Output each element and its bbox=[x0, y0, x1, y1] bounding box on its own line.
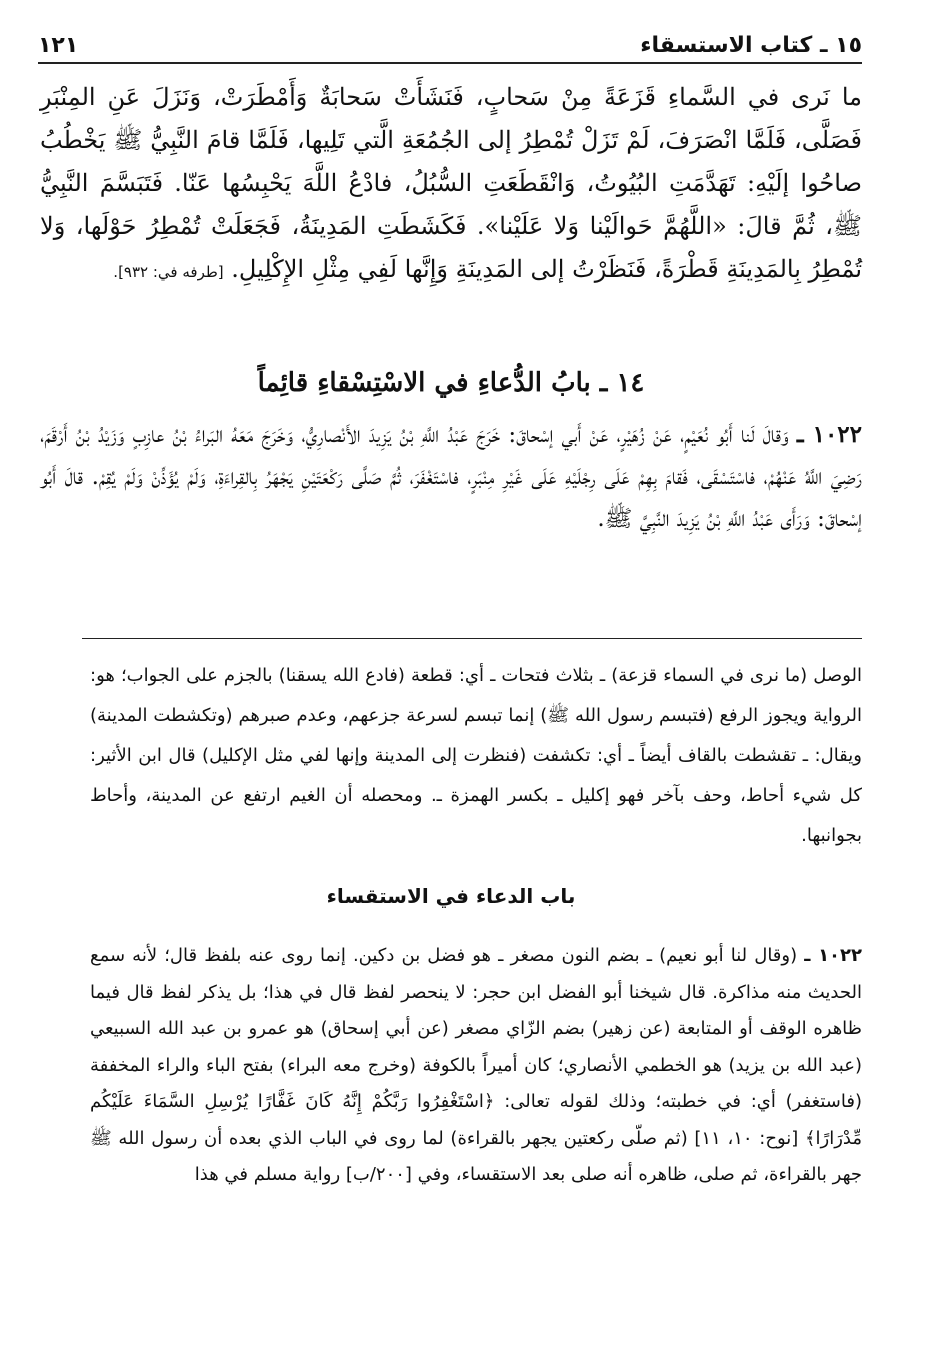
chapter-title: ١٤ ـ بابُ الدُّعاءِ في الاسْتِسْقاءِ قائِماً bbox=[257, 368, 645, 398]
commentary-number: ١٠٢٢ ـ bbox=[804, 945, 863, 966]
hadith-text: وَقالَ لَنا أَبُو نُعَيْمٍ، عَنْ زُهَيْرٍ، عَنْ أَبي إسْحاقَ: خَرَجَ عَبْدُ اللَّهِ بْنُ يَزِيدَ الأَنْصارِيُّ، وَخَرَجَ مَعَهُ البَراءُ بْنُ عازِبٍ وَزَيْدُ بْنُ أَرْقَمَ، رَضِيَ اللَّهُ عَنْهُمْ، فاسْتَسْقَى، فَقامَ بِهِمْ عَلَى رِجْلَيْهِ عَلَى غَيْرِ مِنْبَرٍ، فاسْتَغْفَرَ، ثُمَّ صَلَّى رَكْعَتَيْنِ يَجْهَرُ بِالقِراءَةِ، وَلَمْ يُؤَذِّنْ وَلَمْ يُقِمْ. قالَ أَبُو إسْحاقَ: وَرَأَى عَبْدُ اللَّهِ بْنُ يَزِيدَ النَّبِيَّ ﷺ. bbox=[40, 422, 862, 532]
running-title: ١٥ ـ كتاب الاستسقاء bbox=[640, 33, 862, 58]
cross-reference: [طرفه في: ٩٣٢]. bbox=[113, 263, 224, 281]
commentary-1022 bbox=[90, 938, 862, 1194]
commentary-paragraph: الوصل (ما نرى في السماء قزعة) ـ بثلاث فتحات ـ أي: قطعة (فادع الله يسقنا) بالجزم على الجواب؛ هو: الرواية ويجوز الرفع (فتبسم رسول الله ﷺ) إنما تبسم لسرعة جزعهم، وعدم صبرهم (وتكشطت المدينة) ويقال: ـ تقشطت بالقاف أيضاً ـ أي: تكشفت (فنظرت إلى المدينة وإنها لفي مثل الإكليل) قال ابن الأثير: كل شيء أحاط، وحف بآخر فهو إكليل ـ بكسر الهمزة ـ. ومحصله أن الغيم ارتفع عن المدينة، وأحاط بجوانبها. bbox=[90, 665, 862, 846]
page-header bbox=[38, 14, 862, 64]
commentary-block bbox=[90, 656, 862, 856]
footnote-divider bbox=[82, 638, 862, 639]
hadith-text: ما نَرى في السَّماءِ قَزَعَةً مِنْ سَحابٍ، فَنَشَأَتْ سَحابَةٌ وَأَمْطَرَتْ، وَنَزَلَ عَنِ المِنْبَرِ فَصَلَّى، فَلَمَّا انْصَرَفَ، لَمْ تَزَلْ تُمْطِرُ إلى الجُمُعَةِ الَّتي تَلِيها، فَلَمَّا قامَ النَّبِيُّ ﷺ يَخْطُبُ صاحُوا إلَيْهِ: تَهَدَّمَتِ البُيُوتُ، وَانْقَطَعَتِ السُّبُلُ، فادْعُ اللَّهَ يَحْبِسُها عَنّا. فَتَبَسَّمَ النَّبِيُّ ﷺ، ثُمَّ قالَ: «اللَّهُمَّ حَوالَيْنا وَلا عَلَيْنا». فَكَشَطَتِ المَدِينَةُ، فَجَعَلَتْ تُمْطِرُ حَوْلَها، وَلا تُمْطِرُ بِالمَدِينَةِ قَطْرَةً، فَنَظَرْتُ إلى المَدِينَةِ وَإِنَّها لَفِي مِثْلِ الإِكْلِيلِ. bbox=[40, 83, 862, 283]
hadith-1022 bbox=[40, 414, 862, 540]
commentary-paragraph: (وقال لنا أبو نعيم) ـ بضم النون مصغر ـ هو فضل بن دكين. إنما روى عنه بلفظ قال؛ لأنه سمع الحديث منه مذاكرة. قال شيخنا أبو الفضل ابن حجر: لا ينحصر لفظ قال في هذا؛ بل يذكر لفظ قال فيما ظاهره الوقف أو المتابعة (عن زهير) بضم الزّاي مصغر (عن أبي إسحاق) هو عمرو بن عبد الله السبيعي (عبد الله بن يزيد) هو الخطمي الأنصاري؛ كان أميراً بالكوفة (وخرج معه البراء) بفتح الباء والراء المخففة (فاستغفر) أي: في خطبته؛ وذلك لقوله تعالى: ﴿اسْتَغْفِرُوا رَبَّكُمْ إِنَّهُ كَانَ غَفَّارًا يُرْسِلِ السَّمَاءَ عَلَيْكُم مِّدْرَارًا﴾ [نوح: ١٠، ١١] (ثم صلّى ركعتين يجهر بالقراءة) لما روى في الباب الذي بعده أن رسول الله ﷺ جهر بالقراءة، ثم صلى، ظاهره أنه صلى بعد الاستقساء، وفي [٢٠٠/ب] رواية مسلم في هذا bbox=[90, 945, 863, 1185]
hadith-continuation bbox=[40, 76, 862, 294]
hadith-number: ١٠٢٢ ـ bbox=[796, 421, 863, 448]
page-number: ١٢١ bbox=[38, 33, 79, 58]
commentary-heading: باب الدعاء في الاستقساء bbox=[326, 884, 576, 908]
